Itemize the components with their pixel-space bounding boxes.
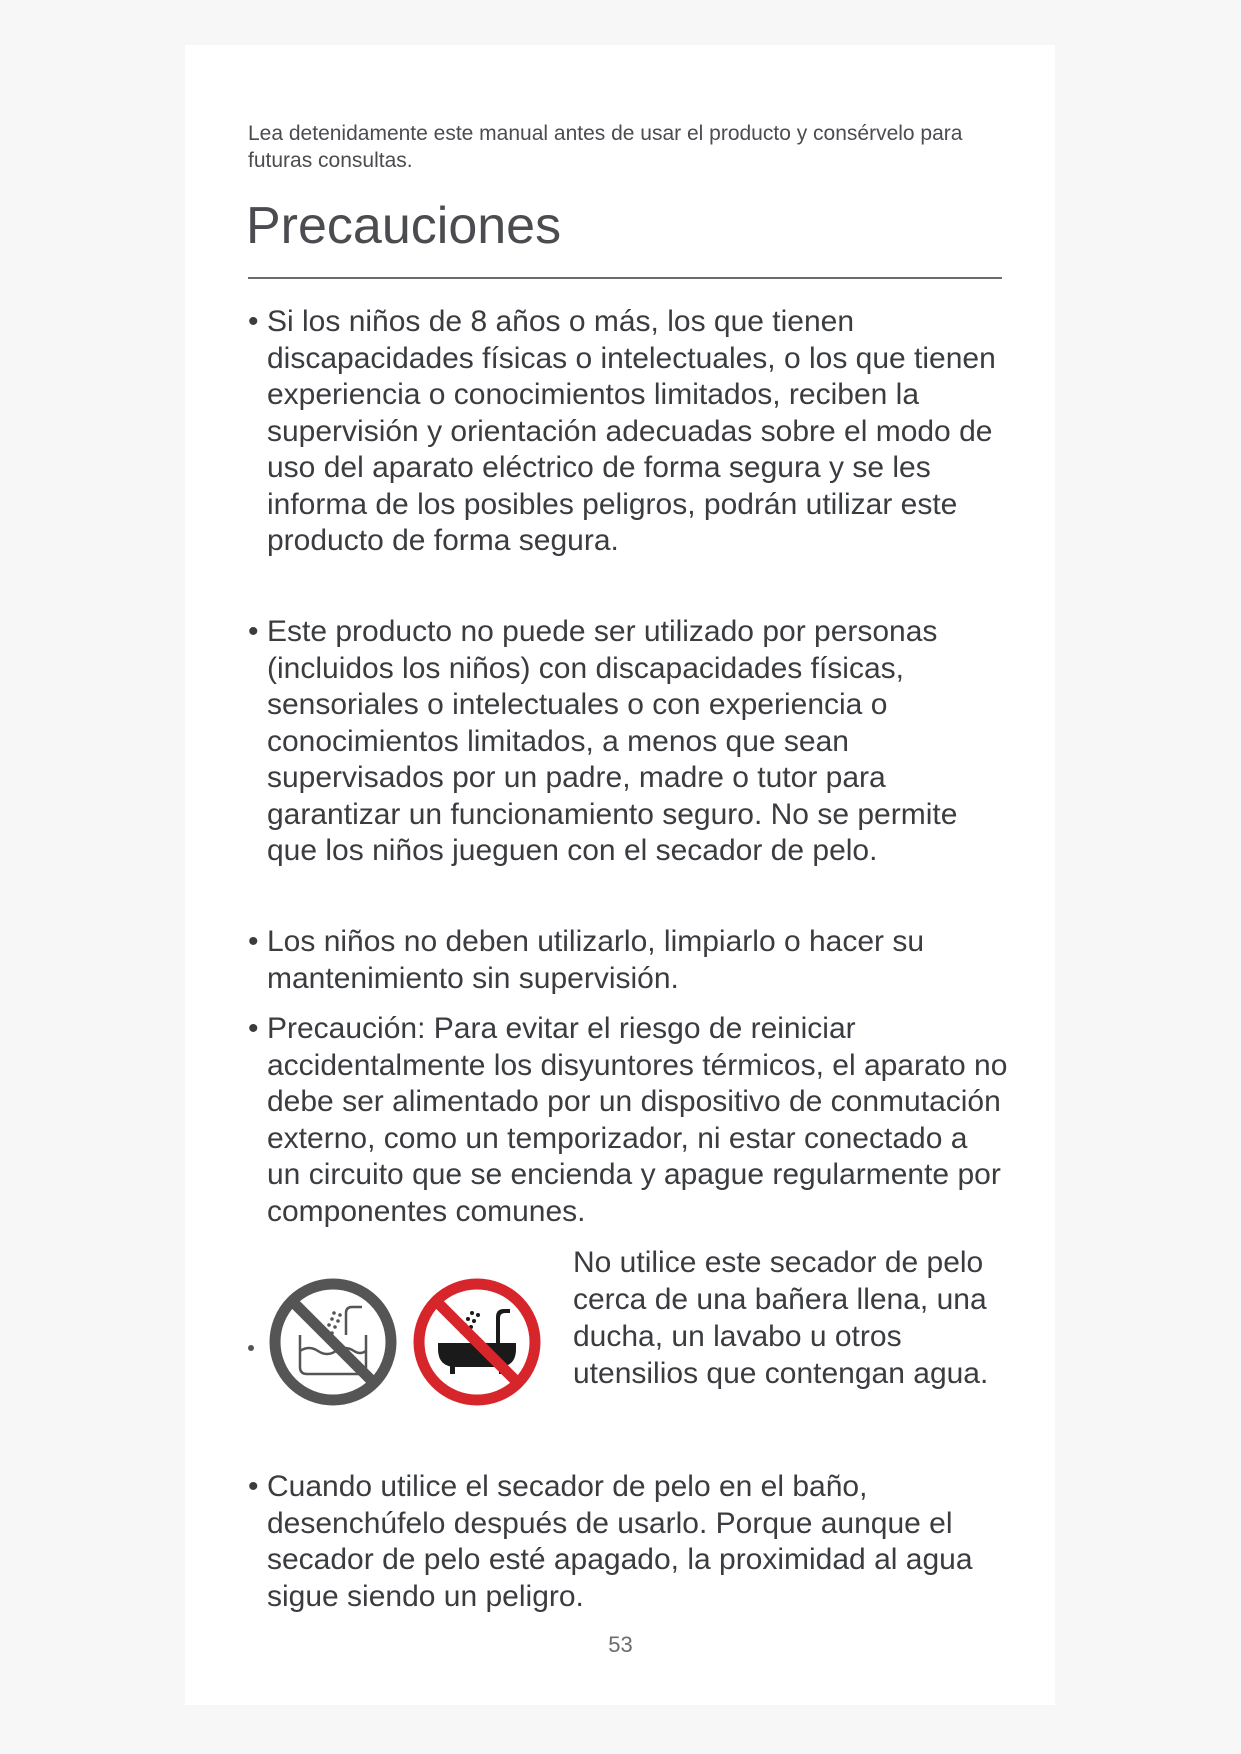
bullet-marker: • [248,305,259,338]
bullet-marker: • [248,1012,259,1045]
precaution-item [248,304,1008,560]
precaution-item [248,924,1008,997]
precaution-text: Cuando utilice el secador de pelo en el baño, desenchúfelo después de usarlo. Porque aunque el secador de pelo esté apagado, la proximidad al agua sigue siendo un peligro. [267,1470,973,1613]
symbols-bullet-marker [248,1345,254,1351]
page-title: Precauciones [246,197,562,255]
page-number: 53 [608,1632,633,1657]
no-bath-gray-icon [268,1277,398,1407]
precaution-text: Si los niños de 8 años o más, los que tienen discapacidades físicas o intelectuales, o los que tienen experiencia o conocimientos limitados, reciben la supervisión y orientación adecuadas sobre el modo de uso del aparato eléctrico de forma segura y se les informa de los posibles peligros, podrán utilizar este producto de forma segura. [267,305,996,557]
bullet-marker: • [248,925,259,958]
precaution-text: Este producto no puede ser utilizado por personas (incluidos los niños) con discapacidades físicas, sensoriales o intelectuales o con experiencia o conocimientos limitados, a menos que sean supervisados por un padre, madre o tutor para garantizar un funcionamiento seguro. No se permite que los niños jueguen con el secador de pelo. [267,615,958,867]
precaution-text: Precaución: Para evitar el riesgo de reiniciar accidentalmente los disyuntores térmicos, el aparato no debe ser alimentado por un dispositivo de conmutación externo, como un temporizador, ni estar conectado a un circuito que se encienda y apague regularmente por componentes comunes. [267,1012,1008,1228]
precaution-item [248,614,1008,870]
intro-text: Lea detenidamente este manual antes de usar el producto y consérvelo para futuras consultas. [248,122,963,172]
no-bath-red-icon [412,1277,542,1407]
bullet-marker: • [248,615,259,648]
bullet-marker: • [248,1470,259,1503]
precaution-item [248,1011,1008,1230]
precaution-text: Los niños no deben utilizarlo, limpiarlo o hacer su mantenimiento sin supervisión. [267,925,925,995]
water-warning-text: No utilice este secador de pelo cerca de una bañera llena, una ducha, un lavabo u otros utensilios que contengan agua. [573,1246,989,1390]
page [185,45,1055,1705]
precaution-item [248,1469,1008,1615]
title-divider [248,277,1002,279]
